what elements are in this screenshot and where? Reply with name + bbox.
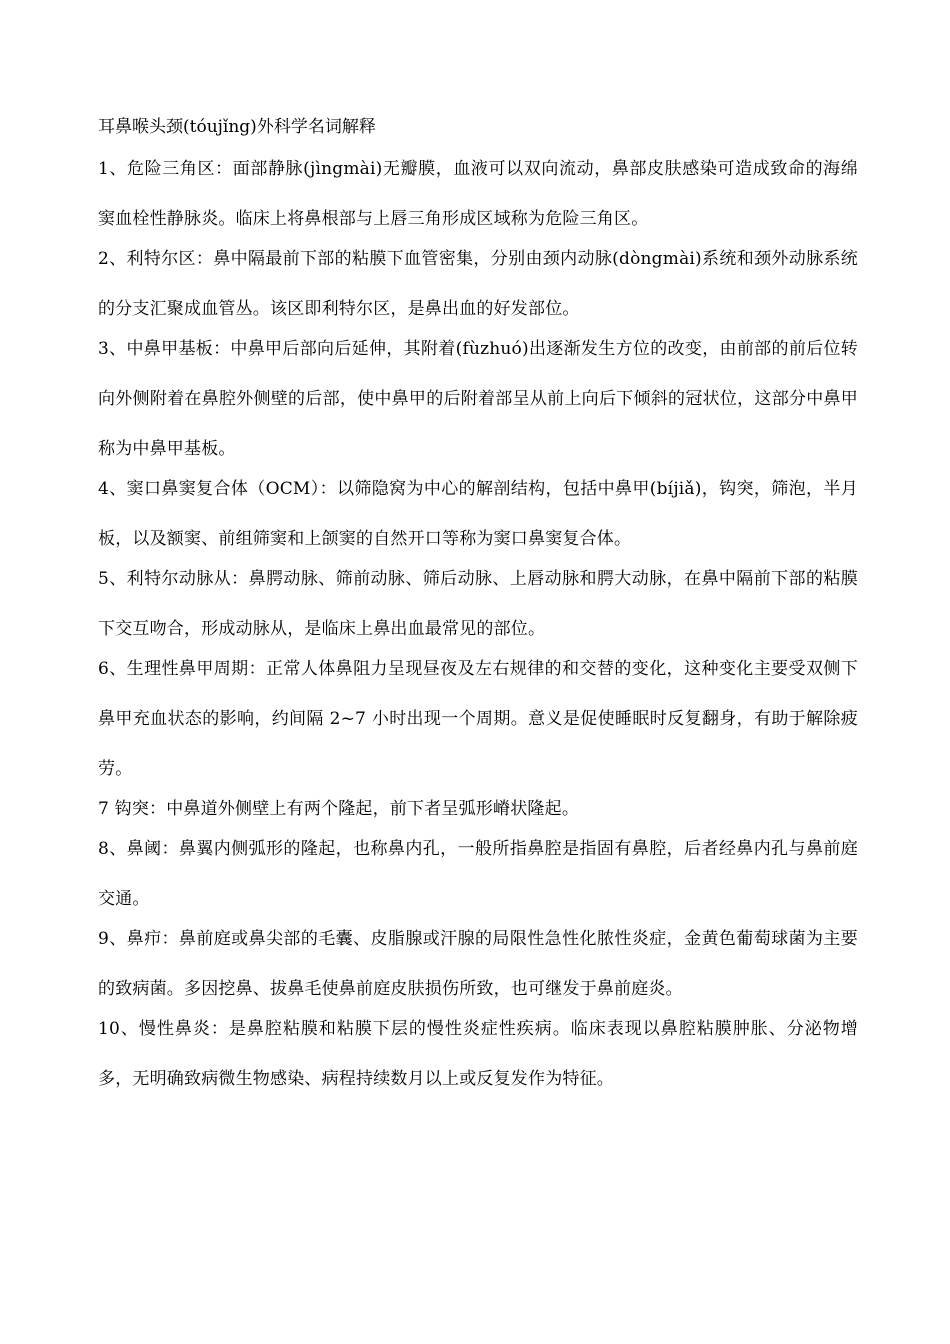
term-entry-5 bbox=[98, 554, 858, 654]
term-entry-text: 9、鼻疖：鼻前庭或鼻尖部的毛囊、皮脂腺或汗腺的局限性急性化脓性炎症，金黄色葡萄球菌为主要的致病菌。多因挖鼻、拔鼻毛使鼻前庭皮肤损伤所致，也可继发于鼻前庭炎。 bbox=[98, 929, 858, 999]
document-body bbox=[98, 112, 858, 1104]
term-entry-1 bbox=[98, 144, 858, 244]
term-entry-text: 7 钩突：中鼻道外侧壁上有两个隆起，前下者呈弧形嵴状隆起。 bbox=[98, 799, 580, 819]
term-entry-text: 4、窦口鼻窦复合体（OCM）：以筛隐窝为中心的解剖结构，包括中鼻甲(bíjiǎ)，钩突，筛泡，半月板，以及额窦、前组筛窦和上颌窦的自然开口等称为窦口鼻窦复合体。 bbox=[98, 479, 858, 549]
term-entry-9 bbox=[98, 914, 858, 1014]
term-entry-text: 10、慢性鼻炎：是鼻腔粘膜和粘膜下层的慢性炎症性疾病。临床表现以鼻腔粘膜肿胀、分泌物增多，无明确致病微生物感染、病程持续数月以上或反复发作为特征。 bbox=[98, 1019, 858, 1089]
term-entry-3 bbox=[98, 324, 858, 474]
term-entry-6 bbox=[98, 644, 858, 794]
term-entry-text: 3、中鼻甲基板：中鼻甲后部向后延伸，其附着(fùzhuó)出逐渐发生方位的改变，由前部的前后位转向外侧附着在鼻腔外侧壁的后部，使中鼻甲的后附着部呈从前上向后下倾斜的冠状位，这部分中鼻甲称为中鼻甲基板。 bbox=[98, 339, 858, 459]
document-title: 耳鼻喉头颈(tóujǐng)外科学名词解释 bbox=[98, 117, 376, 137]
term-entry-text: 8、鼻阈：鼻翼内侧弧形的隆起，也称鼻内孔，一般所指鼻腔是指固有鼻腔，后者经鼻内孔与鼻前庭交通。 bbox=[98, 839, 858, 909]
term-entry-10 bbox=[98, 1004, 858, 1104]
term-entry-text: 1、危险三角区：面部静脉(jìngmài)无瓣膜，血液可以双向流动，鼻部皮肤感染可造成致命的海绵窦血栓性静脉炎。临床上将鼻根部与上唇三角形成区域称为危险三角区。 bbox=[98, 159, 858, 229]
term-entry-text: 5、利特尔动脉从：鼻腭动脉、筛前动脉、筛后动脉、上唇动脉和腭大动脉，在鼻中隔前下部的粘膜下交互吻合，形成动脉从，是临床上鼻出血最常见的部位。 bbox=[98, 569, 858, 639]
term-entry-8 bbox=[98, 824, 858, 924]
term-entry-text: 6、生理性鼻甲周期：正常人体鼻阻力呈现昼夜及左右规律的和交替的变化，这种变化主要受双侧下鼻甲充血状态的影响，约间隔 2~7 小时出现一个周期。意义是促使睡眠时反复翻身，有助于解除疲劳。 bbox=[98, 659, 858, 779]
term-entry-4 bbox=[98, 464, 858, 564]
term-entry-2 bbox=[98, 234, 858, 334]
term-entry-text: 2、利特尔区：鼻中隔最前下部的粘膜下血管密集，分别由颈内动脉(dòngmài)系统和颈外动脉系统的分支汇聚成血管丛。该区即利特尔区，是鼻出血的好发部位。 bbox=[98, 249, 858, 319]
